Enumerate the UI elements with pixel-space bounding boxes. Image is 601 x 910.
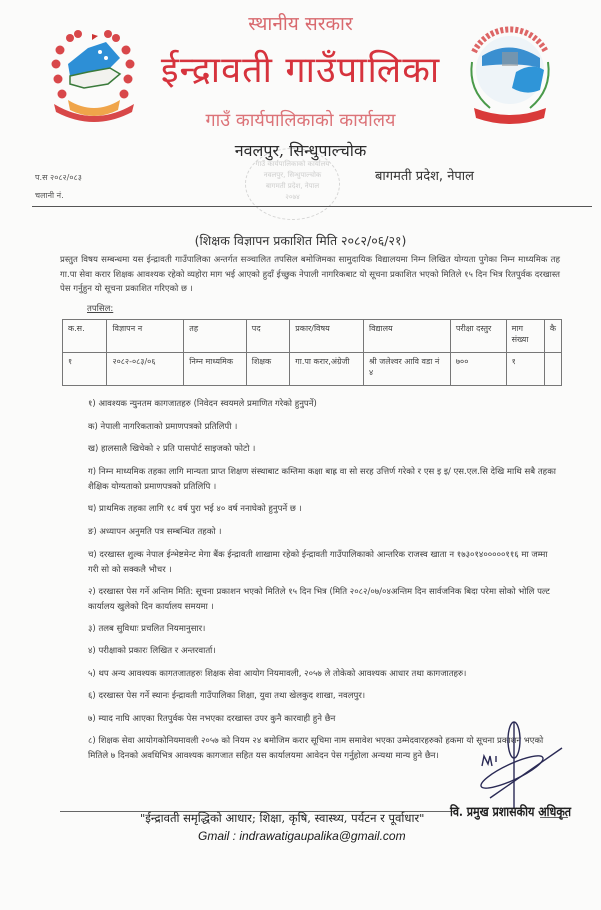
stamp-line: गाउँ कार्यपालिकाको कार्यालय: [255, 160, 330, 168]
office-address: नवलपुर, सिन्धुपाल्चोक: [234, 141, 367, 160]
requirement-item: च) दरखास्त शुल्क नेपाल ईन्भेष्टमेन्ट मेगा बैंक ईन्द्रावती शाखामा रहेको ईन्द्रावती गाउँपालिकाको आन्तरिक राजस्व खाता न १७३०१४०००००११६ मा जम्मा गरी सो को सक्कलै भौचर ।: [88, 549, 548, 575]
requirement-item: क) नेपाली नागरिकताको प्रमाणपत्रको प्रतिलिपी ।: [88, 421, 238, 432]
dispatch-number: चलानी नं.: [35, 191, 64, 200]
requirement-item: ४) परीक्षाको प्रकारः लिखित र अन्तरवार्ता।: [88, 646, 216, 657]
requirement-item: ६) दरखास्त पेस गर्ने स्थानः ईन्द्रावती गाउँपालिका शिक्षा, युवा तथा खेलकुद शाखा, नवलपुर।: [88, 690, 366, 701]
header-divider: [32, 206, 592, 207]
footer-motto: "ईन्द्रावती समृद्धिको आधार; शिक्षा, कृषि, स्वास्थ्य, पर्यटन र पूर्वाधार": [140, 811, 425, 825]
cell-exam-fee: ७००: [450, 353, 506, 386]
col-header-sn: क.स.: [63, 320, 107, 353]
vacancy-table: [62, 319, 562, 386]
cell-demand: १: [506, 353, 544, 386]
col-header-ad-no: विज्ञापन न: [107, 320, 184, 353]
footer-email[interactable]: Gmail : indrawatigaupalika@gmail.com: [198, 829, 406, 843]
stamp-line: २०७४: [285, 193, 300, 201]
col-header-school: विद्यालय: [364, 320, 451, 353]
col-header-demand: माग संख्या: [506, 320, 544, 353]
table-row: [63, 353, 562, 386]
cell-post: शिक्षक: [246, 353, 289, 386]
province-label: बागमती प्रदेश, नेपाल: [375, 169, 474, 184]
notice-intro: प्रस्तुत विषय सम्बन्धमा यस ईन्द्रावती गाउँपालिका अन्तर्गत सञ्चालित तपसिल बमोजिमका सामुदायिक विद्यालयमा निम्न लिखित योग्यता पुगेका निम्न माध्यमिक तह गा.पा सेवा करार शिक्षक आवश्यक रहेको व्यहोरा माग भई आएको हुदाँ ईच्छुक नेपाली नागरिकबाट यो सूचना प्रकाशित भएको मितिले १५ दिन भित्र रितपुर्वक दरखास्त पेस गर्नुहुन यो सूचना प्रकाशित गरिएको छ ।: [60, 255, 560, 294]
cell-type-subject: गा.पा करार,अंग्रेजी: [290, 353, 364, 386]
requirement-item: ५) थप अन्य आवश्यक कागतजातहरुः शिक्षक सेवा आयोग नियमावली, २०५७ ले तोकेको आवश्यक आधार तथा कागजातहरु।: [88, 668, 467, 679]
requirement-item: ख) हालसालै खिचेको २ प्रति पासपोर्ट साइजको फोटो ।: [88, 444, 256, 455]
requirement-item: १) आवश्यक न्युनतम कागजातहरु (निवेदन स्वयमले प्रमाणित गरेको हुनुपर्ने): [88, 399, 317, 409]
requirement-item: २) दरखास्त पेस गर्ने अन्तिम मिति: सूचना प्रकाशन भएको मितिले १५ दिन भित्र (मिति २०८२/०७/०४अन्तिम दिन सार्वजनिक बिदा परेमा सोको भोलि पल्ट कार्यालय खुलेको दिन कार्यालय समयमा ।: [88, 586, 550, 612]
requirements-list: [88, 393, 558, 767]
requirement-item: घ) प्राथमिक तहका लागि १८ वर्ष पुरा भई ४० वर्ष ननाघेको हुनुपर्ने छ ।: [88, 504, 302, 515]
col-header-type-subject: प्रकार/विषय: [290, 320, 364, 353]
col-header-post: पद: [246, 320, 289, 353]
details-label: तपसिल:: [87, 304, 114, 314]
col-header-remarks: कै: [544, 320, 561, 353]
office-name: गाउँ कार्यपालिकाको कार्यालय: [205, 110, 396, 131]
notice-title: (शिक्षक विज्ञापन प्रकाशित मिति २०८२/०६/२१): [194, 233, 407, 248]
reference-number: प.स २०८२/०८३: [35, 173, 82, 182]
cell-ad-no: २०८२-०८३/०६: [107, 353, 184, 386]
requirement-item: ७) म्याद नाघि आएका रितपुर्वक पेस नभएका दरखास्त उपर कुनै कारवाही हुने छैन: [88, 713, 336, 724]
requirement-item: ८) शिक्षक सेवा आयोगकोनियमावली २०५७ को नियम २४ बमोजिम करार सूचिमा नाम समावेश भएका उम्मेदवारहरुको हकमा यो सूचना प्रकाशन भएको मितिले ७ दिनको अवधिभित्र आवश्यक कागजात सहित यस कार्यालयमा आवेदन पेस गर्नुहोला अन्यथा मान्य हुने छैन।: [88, 736, 544, 762]
signature-mark: [470, 720, 565, 810]
municipality-name: ईन्द्रावती गाउँपालिका: [160, 50, 441, 91]
table-header-row: [63, 320, 562, 353]
requirement-item: ३) तलब सुविधाः प्रचलित नियमानुसार।: [88, 623, 206, 634]
stamp-line: बागमती प्रदेश, नेपाल: [265, 182, 320, 190]
stamp-line: नवलपुर, सिन्धुपाल्चोक: [263, 171, 322, 179]
col-header-exam-fee: परीक्षा दस्तुर: [450, 320, 506, 353]
cell-school: श्री जलेश्वर आवि वडा नं ४: [364, 353, 451, 386]
local-government-label: स्थानीय सरकार: [248, 13, 353, 35]
cell-remarks: [544, 353, 561, 386]
cell-level: निम्न माध्यमिक: [184, 353, 247, 386]
requirement-item: ग) निम्न माध्यमिक तहका लागि मान्यता प्राप्त शिक्षण संस्थाबाट कम्तिमा कक्षा बाह्र वा सो सरह उत्तिर्ण गरेको र एस इ इ/ एस.एल.सि देखि माथि सबै तहका शैक्षिक योग्यताको प्रमाणपत्रको प्रतिलिपि ।: [88, 467, 556, 493]
signatory-title: वि. प्रमुख प्रशासकीय अधिकृत: [450, 805, 572, 820]
col-header-level: तह: [184, 320, 247, 353]
requirement-item: ङ) अध्यापन अनुमति पत्र सम्बन्धित तहको ।: [88, 526, 222, 537]
cell-sn: १: [63, 353, 107, 386]
